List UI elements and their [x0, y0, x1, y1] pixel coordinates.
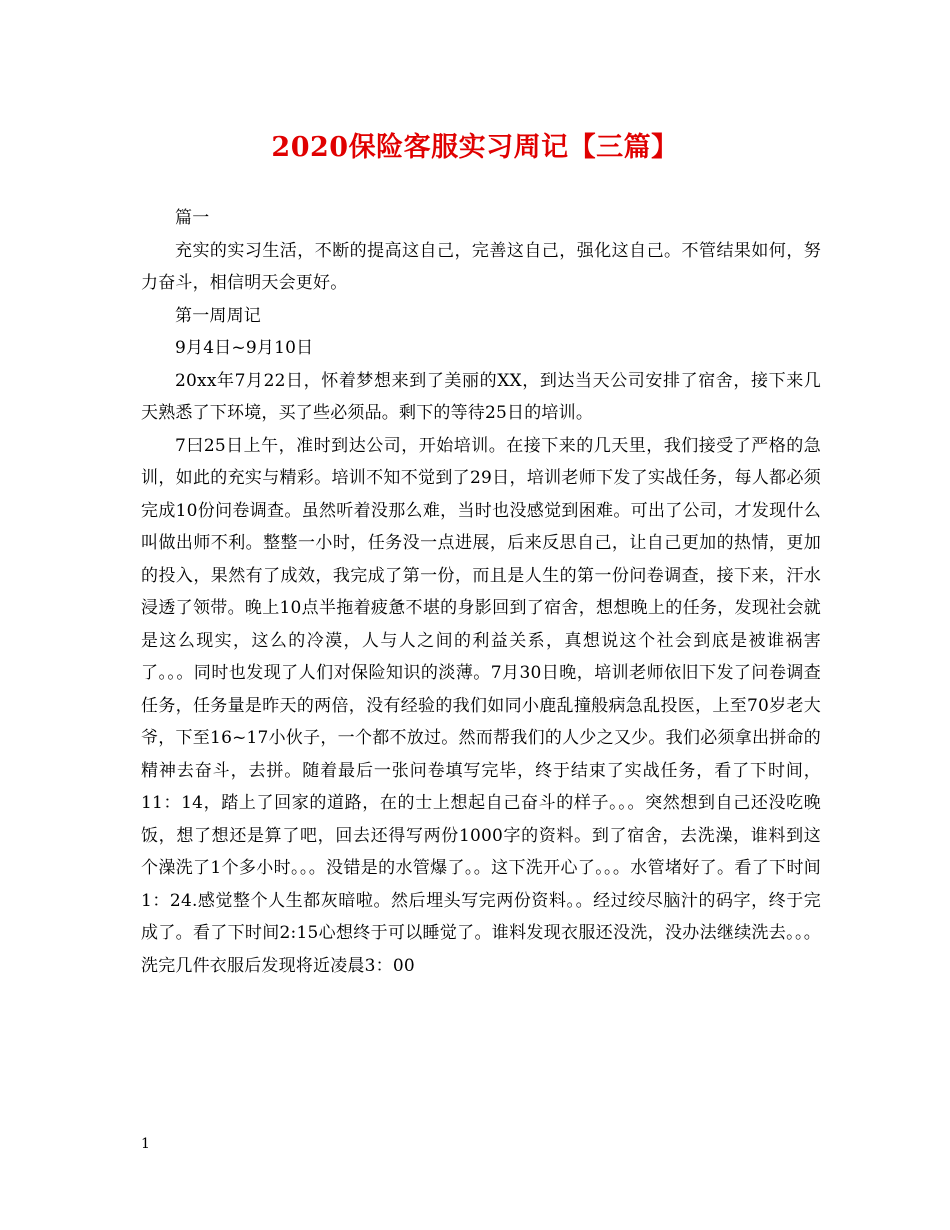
week-heading: 第一周周记 — [175, 305, 261, 326]
intro-paragraph: 充实的实习生活，不断的提高这自己，完善这自己，强化这自己。不管结果如何，努力奋斗，相信明天会更好。 — [141, 240, 821, 293]
page-number: 1 — [141, 1136, 150, 1152]
body-paragraph: 20xx年7月22日，怀着梦想来到了美丽的XX，到达当天公司安排了宿舍，接下来几天熟悉了下环境，买了些必须品。剩下的等待25日的培训。 — [141, 370, 821, 423]
section-heading: 篇一 — [175, 208, 210, 228]
document-body — [141, 202, 821, 982]
document-title: 2020保险客服实习周记【三篇】 — [271, 132, 679, 163]
date-range: 9月4日~9月10日 — [175, 338, 314, 358]
body-paragraph: 7曰25日上午，准时到达公司，开始培训。在接下来的几天里，我们接受了严格的急训，如此的充实与精彩。培训不知不觉到了29日，培训老师下发了实战任务，每人都必须完成10份问卷调查。虽然听着没那么难，当时也没感觉到困难。可出了公司，才发现什么叫做出师不利。整整一小时，任务没一点进展，后来反思自己，让自己更加的热情，更加的投入，果然有了成效，我完成了第一份，而且是人生的第一份问卷调查，接下来，汗水浸透了领带。晚上10点半拖着疲惫不堪的身影回到了宿舍，想想晚上的任务，发现社会就是这么现实，这么的冷漠，人与人之间的利益关系，真想说这个社会到底是被谁祸害了。。。同时也发现了人们对保险知识的淡薄。7月30日晚，培训老师依旧下发了问卷调查任务，任务量是昨天的两倍，没有经验的我们如同小鹿乱撞般病急乱投医，上至70岁老大爷，下至16~17小伙子，一个都不放过。然而帮我们的人少之又少。我们必须拿出拼命的精神去奋斗，去拼。随着最后一张问卷填写完毕，终于结束了实战任务，看了下时间，11：14，踏上了回家的道路，在的士上想起自己奋斗的样子。。。突然想到自己还没吃晚饭，想了想还是算了吧，回去还得写两份1000字的资料。到了宿舍，去洗澡，谁料到这个澡洗了1个多小时。。。没错是的水管爆了。。这下洗开心了。。。水管堵好了。看了下时间1：24.感觉整个人生都灰暗啦。然后埋头写完两份资料。。经过绞尽脑汁的码字，终于完成了。看了下时间2:15心想终于可以睡觉了。谁料发现衣服还没洗，没办法继续洗去。。。洗完几件衣服后发现将近凌晨3：00 — [141, 435, 821, 976]
